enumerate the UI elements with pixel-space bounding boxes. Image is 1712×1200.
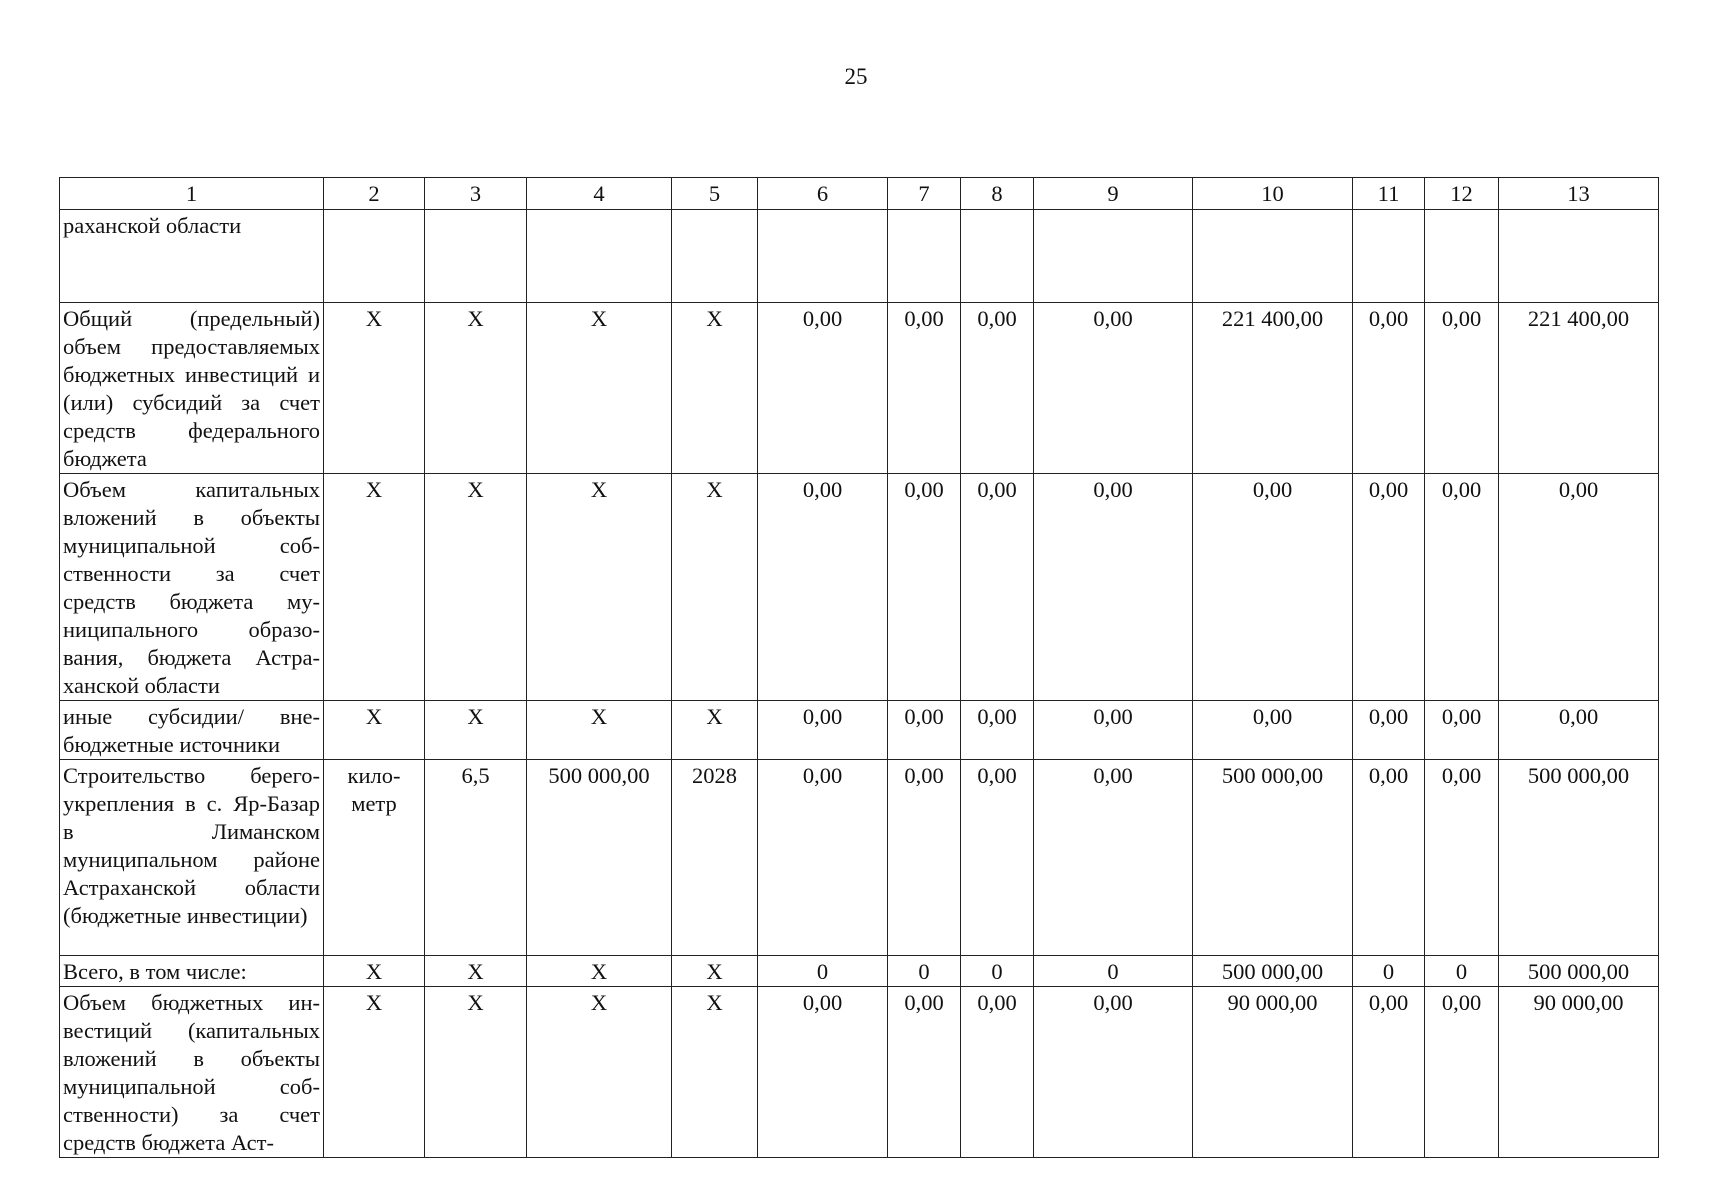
table-cell: 221 400,00 — [1193, 303, 1353, 474]
table-cell: 0,00 — [1425, 474, 1499, 701]
table-cell: 0,00 — [961, 987, 1034, 1158]
column-number: 10 — [1193, 178, 1353, 210]
table-cell: X — [672, 701, 758, 760]
table-row — [60, 210, 1659, 303]
table-cell: 500 000,00 — [527, 760, 672, 956]
table-cell — [1499, 210, 1659, 303]
table-cell: 0 — [1353, 956, 1425, 987]
table-cell: 500 000,00 — [1499, 760, 1659, 956]
column-number: 1 — [60, 178, 324, 210]
table-cell: 90 000,00 — [1193, 987, 1353, 1158]
table-cell: 0 — [1425, 956, 1499, 987]
table-row — [60, 760, 1659, 956]
table-cell: 0,00 — [1353, 701, 1425, 760]
table-row — [60, 987, 1659, 1158]
table-cell: X — [425, 987, 527, 1158]
table-cell: 0,00 — [1499, 474, 1659, 701]
table-cell: 221 400,00 — [1499, 303, 1659, 474]
column-number: 8 — [961, 178, 1034, 210]
table-cell: 0,00 — [1425, 701, 1499, 760]
unit-cell: кило- метр — [324, 760, 425, 956]
table-cell: 500 000,00 — [1193, 956, 1353, 987]
investment-table — [59, 177, 1659, 1158]
table-cell: 0,00 — [1034, 987, 1193, 1158]
table-cell: 0,00 — [1193, 701, 1353, 760]
table-cell: X — [672, 303, 758, 474]
table-body — [60, 210, 1659, 1158]
column-number: 11 — [1353, 178, 1425, 210]
table-cell: X — [527, 474, 672, 701]
table-cell: X — [324, 701, 425, 760]
table-cell: 0,00 — [758, 701, 888, 760]
table-cell: X — [527, 303, 672, 474]
table-cell: 0,00 — [1034, 474, 1193, 701]
column-number-row — [60, 178, 1659, 210]
table-cell: 0,00 — [1353, 474, 1425, 701]
table-cell: 0 — [758, 956, 888, 987]
table-cell: 0,00 — [1193, 474, 1353, 701]
table-cell: X — [527, 956, 672, 987]
column-number: 12 — [1425, 178, 1499, 210]
table-cell: X — [527, 987, 672, 1158]
table-cell — [672, 210, 758, 303]
table-cell: X — [324, 956, 425, 987]
table-cell: 0,00 — [961, 303, 1034, 474]
page-number: 25 — [844, 64, 868, 89]
table-cell — [961, 210, 1034, 303]
table-cell — [1353, 210, 1425, 303]
table-cell: 0,00 — [1034, 760, 1193, 956]
table-cell: X — [324, 303, 425, 474]
column-number: 13 — [1499, 178, 1659, 210]
table-cell — [888, 210, 961, 303]
table-cell — [425, 210, 527, 303]
table-row — [60, 474, 1659, 701]
row-description: Объем бюджетных инвестиций (капитальных вложений в объекты муниципальной собственности) за счет средств бюджета Аст- — [60, 987, 324, 1158]
table-cell: 0,00 — [1499, 701, 1659, 760]
table-cell: 0,00 — [1034, 701, 1193, 760]
column-number: 9 — [1034, 178, 1193, 210]
table-cell: 0,00 — [888, 987, 961, 1158]
column-number: 5 — [672, 178, 758, 210]
table-cell — [1193, 210, 1353, 303]
table-cell: 2028 — [672, 760, 758, 956]
table-cell: 0,00 — [888, 701, 961, 760]
row-description: Строительство берегоукрепления в с. Яр-Базар в Лиманском муниципальном районе Астраханской области (бюджетные инвестиции) — [60, 760, 324, 956]
table-cell: 0,00 — [758, 474, 888, 701]
table-cell: 500 000,00 — [1193, 760, 1353, 956]
table-cell: X — [324, 474, 425, 701]
table-cell: X — [672, 474, 758, 701]
row-description: раханской области — [60, 210, 324, 303]
table-cell: 0,00 — [1425, 760, 1499, 956]
table-cell: 0,00 — [1353, 303, 1425, 474]
table-cell — [1425, 210, 1499, 303]
table-cell: 0 — [888, 956, 961, 987]
table-cell: X — [324, 987, 425, 1158]
row-description: Всего, в том числе: — [60, 956, 324, 987]
table-cell: 0,00 — [888, 760, 961, 956]
table-row — [60, 303, 1659, 474]
table-cell: 0,00 — [961, 474, 1034, 701]
table-cell: 500 000,00 — [1499, 956, 1659, 987]
table-row — [60, 701, 1659, 760]
table-cell: 0,00 — [961, 760, 1034, 956]
table-cell: 0,00 — [1353, 987, 1425, 1158]
row-description: Общий (предельный) объем предоставляемых бюджетных инвестиций и (или) субсидий за счет средств федерального бюджета — [60, 303, 324, 474]
table-cell: 0,00 — [1425, 303, 1499, 474]
table-cell: 0,00 — [961, 701, 1034, 760]
table-cell: X — [672, 956, 758, 987]
row-description: иные субсидии/ внебюджетные источники — [60, 701, 324, 760]
column-number: 4 — [527, 178, 672, 210]
table-cell — [1034, 210, 1193, 303]
table-cell: 0,00 — [1353, 760, 1425, 956]
table-row — [60, 956, 1659, 987]
table-cell: 0 — [1034, 956, 1193, 987]
table-header — [60, 178, 1659, 210]
table-cell: 0,00 — [888, 474, 961, 701]
table-cell: 0,00 — [1034, 303, 1193, 474]
table-cell: X — [425, 701, 527, 760]
column-number: 6 — [758, 178, 888, 210]
table-cell: X — [672, 987, 758, 1158]
table-cell: X — [425, 956, 527, 987]
table-cell: 0,00 — [758, 760, 888, 956]
column-number: 2 — [324, 178, 425, 210]
table-cell: 0,00 — [1425, 987, 1499, 1158]
row-description: Объем капитальных вложений в объекты муниципальной собственности за счет средств бюджета муниципального образования, бюджета Астраханской области — [60, 474, 324, 701]
table-cell: X — [527, 701, 672, 760]
column-number: 3 — [425, 178, 527, 210]
table-cell: 0,00 — [758, 987, 888, 1158]
table-cell: 0,00 — [758, 303, 888, 474]
table-cell — [324, 210, 425, 303]
table-cell: 0,00 — [888, 303, 961, 474]
column-number: 7 — [888, 178, 961, 210]
table-cell: 90 000,00 — [1499, 987, 1659, 1158]
table-cell — [527, 210, 672, 303]
table-cell: X — [425, 303, 527, 474]
table-cell: 0 — [961, 956, 1034, 987]
table-cell — [758, 210, 888, 303]
table-cell: X — [425, 474, 527, 701]
table-cell: 6,5 — [425, 760, 527, 956]
